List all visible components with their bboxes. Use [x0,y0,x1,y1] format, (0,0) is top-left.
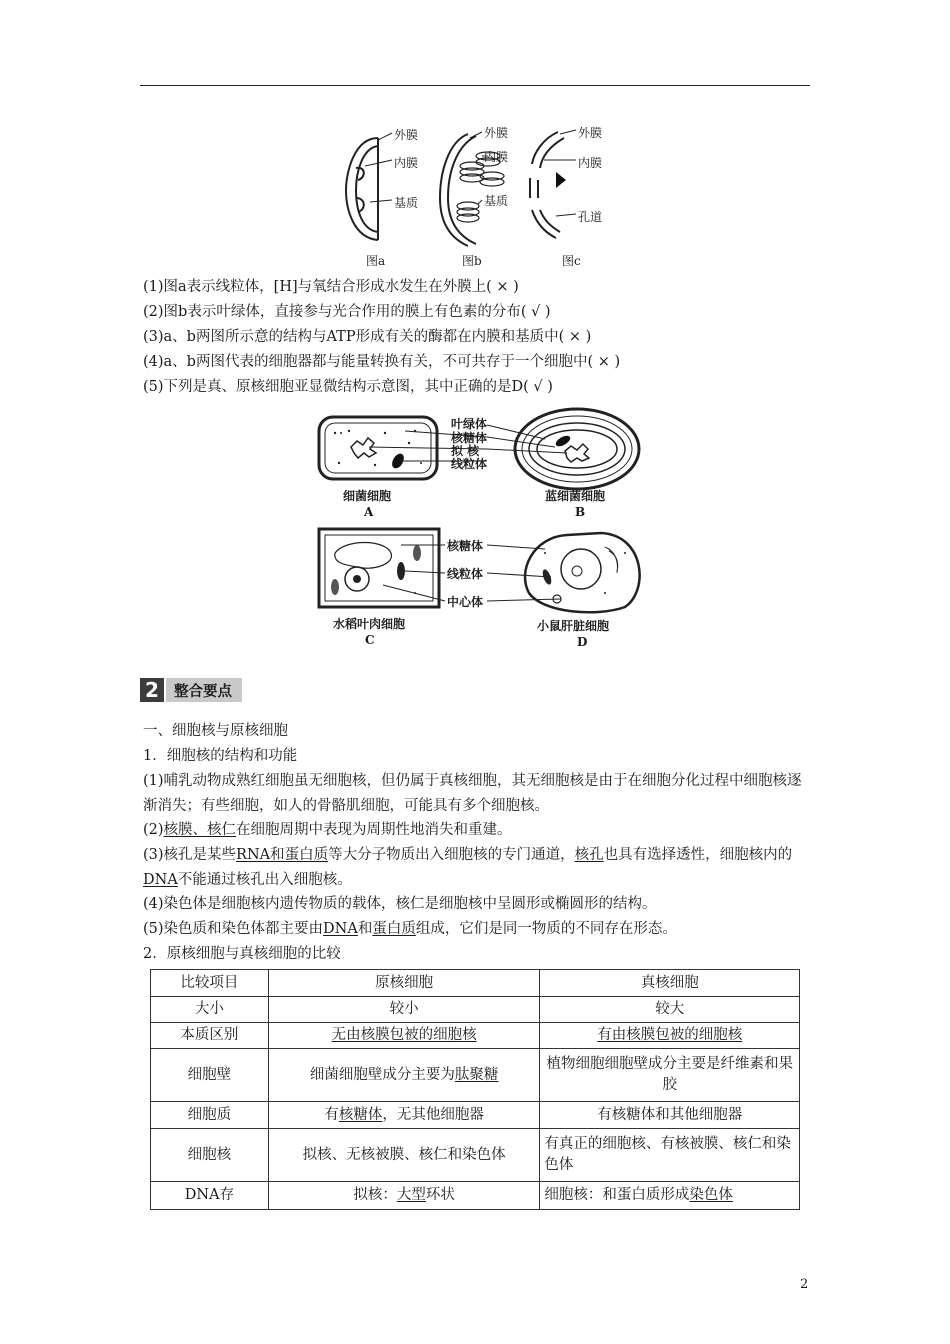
nuclear-pore-mark [556,172,566,188]
part1-heading: 一、细胞核与原核细胞 [143,723,288,739]
fig-c-label-pore: 孔道 [578,210,603,224]
question-5: (5)下列是真、原核细胞亚显微结构示意图，其中正确的是D( √ ) [143,379,553,395]
label-nucleoid: 拟 核 [451,444,480,458]
table-cell: 较大 [540,997,800,1023]
paragraph-2: (2)核膜、核仁在细胞周期中表现为周期性地消失和重建。 [143,822,512,838]
fig-a-label-outer: 外膜 [394,128,419,142]
cell-c-name: 水稻叶肉细胞 [333,617,406,631]
header-eukaryote: 真核细胞 [540,970,800,997]
paragraph-1: (1)哺乳动物成熟红细胞虽无细胞核，但仍属于真核细胞，其无细胞核是由于在细胞分化过程中细胞核逐渐消失；有些细胞，如人的骨骼肌细胞，可能具有多个细胞核。 [143,773,802,814]
fig-b-caption: 图b [462,254,482,268]
cell-a-letter: A [364,505,374,519]
label-chloroplast: 叶绿体 [451,417,488,431]
table-cell: 有真正的细胞核、有核被膜、核仁和染色体 [540,1129,800,1182]
item1-heading: 1．细胞核的结构和功能 [143,748,298,764]
chloroplast-drawing [440,134,476,246]
row-label: 细胞核 [151,1129,269,1182]
table-cell: 拟核：大型环状 [268,1182,540,1210]
cyanobacterium-chloroplast [554,434,572,449]
table-cell: 植物细胞细胞壁成分主要是纤维素和果胶 [540,1049,800,1102]
fig-c-caption: 图c [562,254,581,268]
table-row-wall [151,1049,800,1102]
question-4: (4)a、b两图代表的细胞器都与能量转换有关，不可共存于一个细胞中( × ) [143,354,621,370]
table-cell: 有核糖体和其他细胞器 [540,1102,800,1129]
comparison-table [150,969,800,1210]
animal-nucleus [561,549,601,589]
fig-a-label-inner: 内膜 [394,156,419,170]
cell-d-name: 小鼠肝脏细胞 [537,619,610,633]
section-heading [140,677,242,703]
plant-mitochondrion [397,562,405,580]
mitochondrion-drawing [346,138,378,240]
plant-chloroplast [331,579,339,595]
bacterium-nucleoid [351,438,376,458]
section-number: 2 [140,678,164,702]
figure-c-leaders [544,130,576,216]
fig-b-label-inner: 内膜 [484,150,509,164]
fig-c-label-inner: 内膜 [578,156,603,170]
question-1: (1)图a表示线粒体，[H]与氧结合形成水发生在外膜上( × ) [143,279,519,295]
page-number: 2 [800,1277,809,1292]
table-row-size [151,997,800,1023]
label-centrosome: 中心体 [447,595,484,609]
cell-d-letter: D [577,635,588,649]
plant-vacuole [335,543,392,569]
fig-b-label-outer: 外膜 [484,126,509,140]
fig-a-label-matrix: 基质 [394,196,419,210]
paragraph-5: (5)染色质和染色体都主要由DNA和蛋白质组成，它们是同一物质的不同存在形态。 [143,921,677,937]
row-label: 本质区别 [151,1023,269,1049]
cell-c-letter: C [365,633,375,647]
fig-c-label-outer: 外膜 [578,126,603,140]
table-cell: 无由核膜包被的细胞核 [268,1023,540,1049]
table-row-essence [151,1023,800,1049]
row-label: DNA存 [151,1182,269,1210]
cell-b-letter: B [575,505,586,519]
label-mitochondrion: 线粒体 [451,457,488,471]
organelle-figure [330,118,630,270]
header-rule [140,85,810,86]
cell-comparison-figure [305,403,655,653]
label-mitochondrion-2: 线粒体 [447,567,484,581]
fig-b-label-matrix: 基质 [484,194,509,208]
question-3: (3)a、b两图所示意的结构与ATP形成有关的酶都在内膜和基质中( × ) [143,329,592,345]
table-row-nucleus [151,1129,800,1182]
label-ribosome-2: 核糖体 [447,539,484,553]
question-2: (2)图b表示叶绿体，直接参与光合作用的膜上有色素的分布( √ ) [143,304,551,320]
table-cell: 有核糖体，无其他细胞器 [268,1102,540,1129]
cell-a-name: 细菌细胞 [343,489,392,503]
label-ribosome: 核糖体 [451,431,488,445]
row-label: 大小 [151,997,269,1023]
table-cell: 细菌细胞壁成分主要为肽聚糖 [268,1049,540,1102]
table-cell: 细胞核：和蛋白质形成染色体 [540,1182,800,1210]
table-header-row [151,970,800,997]
table-row-dna [151,1182,800,1210]
header-item: 比较项目 [151,970,269,997]
item2-heading: 2．原核细胞与真核细胞的比较 [143,946,341,962]
section-title: 整合要点 [166,678,242,702]
cyanobacterium-nucleoid [565,444,589,462]
paragraph-4: (4)染色体是细胞核内遗传物质的载体，核仁是细胞核中呈圆形或椭圆形的结构。 [143,896,657,912]
animal-nucleolus [572,566,582,576]
table-row-cytoplasm [151,1102,800,1129]
row-label: 细胞壁 [151,1049,269,1102]
row-label: 细胞质 [151,1102,269,1129]
table-cell: 有由核膜包被的细胞核 [540,1023,800,1049]
plant-nucleolus [353,575,361,583]
fig-a-caption: 图a [366,254,386,268]
animal-er [605,547,618,573]
table-cell: 较小 [268,997,540,1023]
paragraph-3: (3)核孔是某些RNA和蛋白质等大分子物质出入细胞核的专门通道，核孔也具有选择透性，细胞核内的DNA不能通过核孔出入细胞核。 [143,847,793,888]
cell-b-name: 蓝细菌细胞 [545,489,606,503]
animal-cell-membrane [525,533,640,612]
plant-chloroplast-2 [413,545,421,561]
header-prokaryote: 原核细胞 [268,970,540,997]
table-cell: 拟核、无核被膜、核仁和染色体 [268,1129,540,1182]
